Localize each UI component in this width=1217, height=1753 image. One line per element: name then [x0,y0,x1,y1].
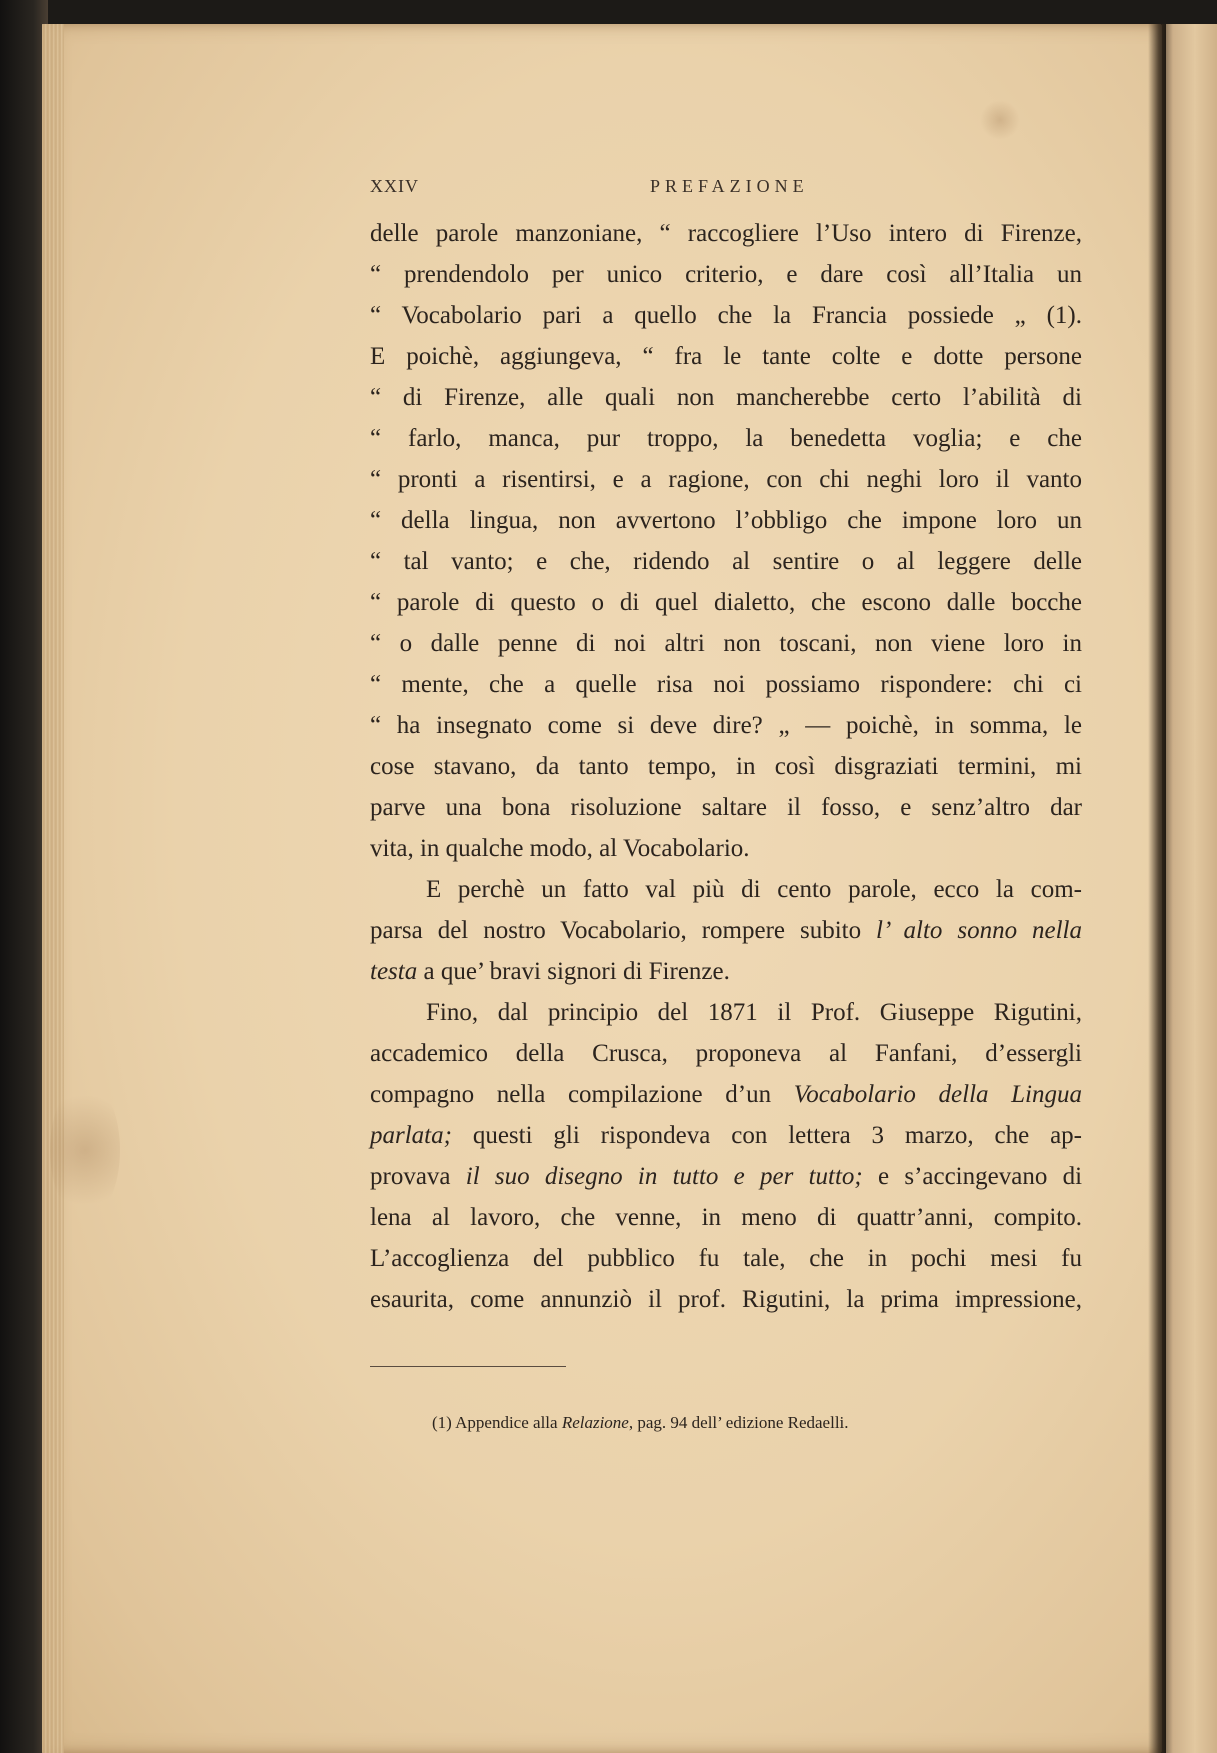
page-header [370,176,1082,202]
italic-title: Vocabolario della Lingua [793,1081,1082,1108]
text-line: vita, in qualche modo, al Vocabolario. [370,835,750,862]
text-line: “ o dalle penne di noi altri non toscani, non viene loro in [370,630,1082,657]
text-line: “ ha insegnato come si deve dire? „ — poichè, in somma, le [370,712,1082,739]
text-line: E perchè un fatto val più di cento parole, ecco la com- [426,876,1082,903]
text-line [370,1074,1082,1115]
text-span: parsa del nostro Vocabolario, rompere subito [370,917,862,944]
text-line: “ tal vanto; e che, ridendo al sentire o al leggere delle [370,548,1082,575]
text-line [370,951,1082,992]
text-line: esaurita, come annunziò il prof. Rigutini, la prima impressione, [370,1286,1082,1313]
text-line [370,1156,1082,1197]
page-number: XXIV [370,176,419,196]
body-text [370,213,1082,1320]
text-line: cose stavano, da tanto tempo, in così disgraziati termini, mi [370,753,1082,780]
text-line: L’accoglienza del pubblico fu tale, che in pochi mesi fu [370,1245,1082,1272]
text-line: Fino, dal principio del 1871 il Prof. Giuseppe Rigutini, [426,999,1082,1026]
book-gutter-shadow [1148,24,1166,1753]
text-line: “ della lingua, non avvertono l’obbligo che impone loro un [370,507,1082,534]
text-span: a que’ bravi signori di Firenze. [423,958,730,985]
text-line: E poichè, aggiungeva, “ fra le tante colte e dotte persone [370,343,1082,370]
text-line [370,1115,1082,1156]
italic-quote: testa [370,958,418,985]
italic-title: parlata; [370,1122,452,1149]
footnote-italic: Relazione [561,1413,629,1432]
text-line: “ Vocabolario pari a quello che la Francia possiede „ (1). [370,302,1082,329]
text-span: questi gli rispondeva con lettera 3 marzo, che ap- [472,1122,1082,1149]
page-stack-edge [42,24,64,1753]
text-line: “ pronti a risentirsi, e a ragione, con chi neghi loro il vanto [370,466,1082,493]
text-line: lena al lavoro, che venne, in meno di quattr’anni, compito. [370,1204,1082,1231]
footnote [432,1413,992,1433]
text-line: “ mente, che a quelle risa noi possiamo rispondere: chi ci [370,671,1082,698]
text-line: “ farlo, manca, pur troppo, la benedetta voglia; e che [370,425,1082,452]
text-line: delle parole manzoniane, “ raccogliere l’Uso intero di Firenze, [370,220,1082,247]
text-line [370,910,1082,951]
italic-quote: il suo disegno in tutto e per tutto; [465,1163,863,1190]
footnote-text: (1) Appendice alla [432,1413,558,1432]
stain [50,1080,120,1220]
text-line: “ prendendolo per unico criterio, e dare così all’Italia un [370,261,1082,288]
text-span: provava [370,1163,451,1190]
scanner-frame-left [0,0,48,1753]
stain [980,100,1020,140]
text-line: accademico della Crusca, proponeva al Fanfani, d’essergli [370,1040,1082,1067]
text-line: “ parole di questo o di quel dialetto, che escono dalle bocche [370,589,1082,616]
footnote-text: , pag. 94 dell’ edizione Redaelli. [628,1413,849,1432]
text-span: e s’accingevano di [878,1163,1083,1190]
text-line: parve una bona risoluzione saltare il fosso, e senz’altro dar [370,794,1082,821]
footnote-rule [370,1366,566,1367]
facing-page-edge [1162,24,1217,1753]
running-title: PREFAZIONE [650,176,809,196]
italic-quote: l’ alto sonno nella [876,917,1083,944]
text-line: “ di Firenze, alle quali non mancherebbe certo l’abilità di [370,384,1082,411]
text-span: compagno nella compilazione d’un [370,1081,772,1108]
